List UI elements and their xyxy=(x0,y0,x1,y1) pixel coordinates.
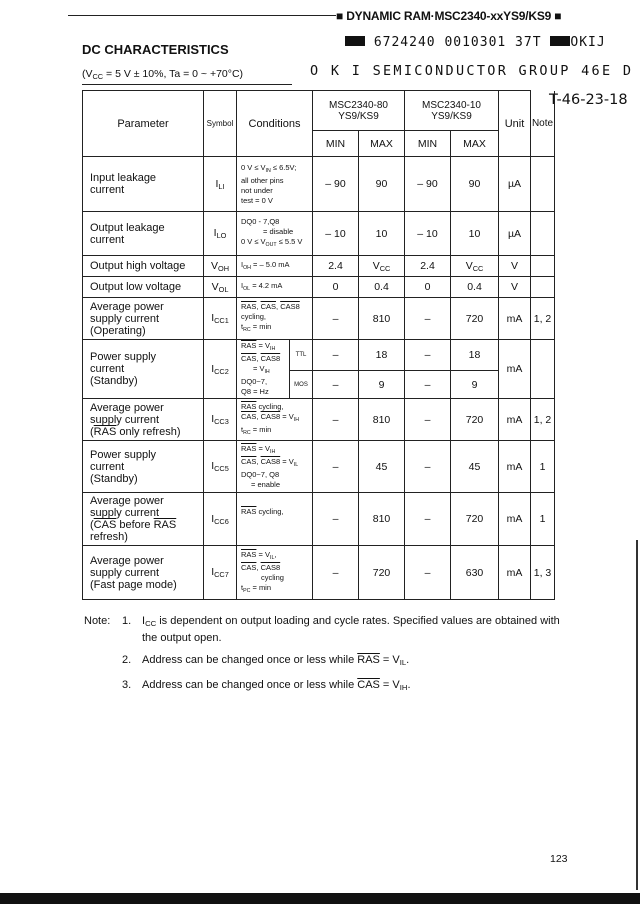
max80-cell: 90 xyxy=(359,157,405,212)
max10-cell: 720 xyxy=(451,399,499,441)
symbol-cell: $I_{CC3}$ xyxy=(204,399,237,441)
table-row xyxy=(83,298,555,340)
block-mark-icon xyxy=(345,36,365,46)
conditions-cell: $\overline{RAS}$ cycling, $\overline{CAS}$, $CAS8 = V_{IH}$ $t_{RC} = \min$ xyxy=(237,399,313,441)
min10-cell: 2.4 xyxy=(405,256,451,277)
note-text: Address can be changed once or less while $\overline{RAS} = V_{IL}$. xyxy=(142,654,410,667)
note-cell: 1, 2 xyxy=(531,298,555,340)
table-row xyxy=(83,546,555,600)
table-row xyxy=(83,493,555,546)
conditions-cell: $\overline{RAS} = V_{IH}$ $\overline{CAS}$, CAS8 = $V_{IH}$ DQ0~7, Q8 = Hz xyxy=(237,340,290,399)
page-number: 123 xyxy=(550,853,568,865)
group-line: O K I SEMICONDUCTOR GROUP 46E D xyxy=(310,63,634,79)
min80-cell: 2.4 xyxy=(313,256,359,277)
unit-cell: µA xyxy=(499,157,531,212)
min80-cell: – xyxy=(313,298,359,340)
table-row xyxy=(83,212,555,256)
parameter-cell: Power supply current (Standby) xyxy=(83,340,204,399)
max80-cell: 810 xyxy=(359,493,405,546)
barcode-line xyxy=(345,35,606,50)
col-min-80: MIN xyxy=(313,131,359,157)
col-max-80: MAX xyxy=(359,131,405,157)
min80-cell: – 10 xyxy=(313,212,359,256)
conditions-cell: $I_{OL} = 4.2$ mA xyxy=(237,277,313,298)
conditions-cell: 0 $V \le V_{IN} \le 6.5V$; all other pins not under test = 0 V xyxy=(237,157,313,212)
conditions-cell: $I_{OH}$ = – 5.0 mA xyxy=(237,256,313,277)
parameter-cell: Output high voltage xyxy=(83,256,204,277)
max80-cell: 720 xyxy=(359,546,405,600)
symbol-cell: $I_{CC2}$ xyxy=(204,340,237,399)
unit-cell: mA xyxy=(499,298,531,340)
note-cell xyxy=(531,157,555,212)
max10-cell: 9 xyxy=(451,371,499,399)
max80-cell: $V_{CC}$ xyxy=(359,256,405,277)
max10-cell: 90 xyxy=(451,157,499,212)
section-title: DC CHARACTERISTICS xyxy=(82,42,229,57)
level-cell-ttl: TTL xyxy=(290,340,313,371)
min80-cell: – xyxy=(313,340,359,371)
unit-cell: mA xyxy=(499,340,531,399)
note-cell xyxy=(531,212,555,256)
min10-cell: – 10 xyxy=(405,212,451,256)
col-max-10: MAX xyxy=(451,131,499,157)
symbol-cell: $I_{CC1}$ xyxy=(204,298,237,340)
conditions-cell: $\overline{RAS}$ cycling, xyxy=(237,493,313,546)
unit-cell: V xyxy=(499,256,531,277)
note-number: 1. xyxy=(122,615,132,627)
note-number: 2. xyxy=(122,654,132,666)
note-item xyxy=(84,653,562,670)
unit-cell: mA xyxy=(499,493,531,546)
max10-cell: 0.4 xyxy=(451,277,499,298)
block-mark-icon xyxy=(550,36,570,46)
parameter-cell: Output leakage current xyxy=(83,212,204,256)
note-cell: 1 xyxy=(531,493,555,546)
table-row xyxy=(83,441,555,493)
conditions-cell: $\overline{RAS}$, $\overline{CAS}$, CAS8 cycling, $t_{RC} = \min$ xyxy=(237,298,313,340)
conditions-cell: $\overline{RAS} = V_{IL}$, $\overline{CAS}$, CAS8 cycling $t_{PC} = \min$ xyxy=(237,546,313,600)
symbol-cell: $V_{OL}$ xyxy=(204,277,237,298)
min80-cell: – xyxy=(313,493,359,546)
min10-cell: – xyxy=(405,371,451,399)
max80-cell: 45 xyxy=(359,441,405,493)
conditions-cell: DQ0 - 7,Q8 = disable 0 $V \le V_{OUT} \le 5.5$ V xyxy=(237,212,313,256)
note-cell: 1 xyxy=(531,441,555,493)
unit-cell: V xyxy=(499,277,531,298)
max10-cell: $V_{CC}$ xyxy=(451,256,499,277)
col-symbol: Symbol xyxy=(204,91,237,157)
min80-cell: – xyxy=(313,371,359,399)
parameter-cell: Average power supply current (Operating) xyxy=(83,298,204,340)
parameter-cell: Input leakage current xyxy=(83,157,204,212)
min10-cell: – xyxy=(405,493,451,546)
symbol-cell: $I_{CC6}$ xyxy=(204,493,237,546)
col-unit: Unit xyxy=(499,91,531,157)
code-suffix: OKIJ xyxy=(570,35,606,50)
max10-cell: 18 xyxy=(451,340,499,371)
unit-cell: mA xyxy=(499,546,531,600)
parameter-cell: Average power supply current ($\overline{RAS}$ only refresh) xyxy=(83,399,204,441)
col-conditions: Conditions xyxy=(237,91,313,157)
col-note: Note xyxy=(531,91,555,157)
notes-section xyxy=(84,614,562,703)
col-grade-10: MSC2340-10 YS9/KS9 xyxy=(405,91,499,131)
parameter-cell: Power supply current (Standby) xyxy=(83,441,204,493)
max10-cell: 10 xyxy=(451,212,499,256)
header-row xyxy=(83,91,555,131)
note-number: 3. xyxy=(122,679,132,691)
max80-cell: 9 xyxy=(359,371,405,399)
conditions-cell: $\overline{RAS} = V_{IH}$ $\overline{CAS}$, $CAS8 = V_{IL}$ DQ0~7, Q8 = enable xyxy=(237,441,313,493)
notes-label: Note: xyxy=(84,615,111,627)
max10-cell: 45 xyxy=(451,441,499,493)
dc-characteristics-table xyxy=(82,90,555,600)
max80-cell: 10 xyxy=(359,212,405,256)
col-min-10: MIN xyxy=(405,131,451,157)
min10-cell: – xyxy=(405,546,451,600)
note-cell: 1, 2 xyxy=(531,399,555,441)
col-parameter: Parameter xyxy=(83,91,204,157)
min10-cell: – xyxy=(405,441,451,493)
header-rule xyxy=(68,15,336,16)
min80-cell: – 90 xyxy=(313,157,359,212)
table-row xyxy=(83,399,555,441)
section-conditions: ($V_{CC} = 5$ V ± 10%, Ta = 0 ~ +70°C) xyxy=(82,68,244,81)
section-rule xyxy=(82,84,292,85)
note-cell xyxy=(531,277,555,298)
symbol-cell: $I_{LO}$ xyxy=(204,212,237,256)
note-text: Address can be changed once or less while $\overline{CAS} = V_{IH}$. xyxy=(142,679,411,692)
symbol-cell: $I_{CC5}$ xyxy=(204,441,237,493)
max80-cell: 810 xyxy=(359,399,405,441)
unit-cell: mA xyxy=(499,399,531,441)
min10-cell: – xyxy=(405,399,451,441)
max10-cell: 720 xyxy=(451,493,499,546)
min80-cell: 0 xyxy=(313,277,359,298)
table-row xyxy=(83,277,555,298)
min80-cell: – xyxy=(313,546,359,600)
max10-cell: 630 xyxy=(451,546,499,600)
max80-cell: 0.4 xyxy=(359,277,405,298)
symbol-cell: $V_{OH}$ xyxy=(204,256,237,277)
level-cell-mos: MOS xyxy=(290,371,313,399)
parameter-cell: Average power supply current (Fast page mode) xyxy=(83,546,204,600)
symbol-cell: $I_{CC7}$ xyxy=(204,546,237,600)
series-title-text: DYNAMIC RAM·MSC2340-xxYS9/KS9 xyxy=(346,9,552,23)
max80-cell: 810 xyxy=(359,298,405,340)
note-item xyxy=(84,678,562,695)
scan-bottom-bar xyxy=(0,893,640,904)
scan-edge xyxy=(636,540,638,890)
table-row xyxy=(83,157,555,212)
min80-cell: – xyxy=(313,441,359,493)
table-row xyxy=(83,256,555,277)
table-row xyxy=(83,340,555,371)
min10-cell: – xyxy=(405,298,451,340)
unit-cell: mA xyxy=(499,441,531,493)
min10-cell: 0 xyxy=(405,277,451,298)
note-text: $I_{CC}$ is dependent on output loading and cycle rates. Specified values are obtained with the output open. xyxy=(142,615,560,644)
symbol-cell: $I_{LI}$ xyxy=(204,157,237,212)
max10-cell: 720 xyxy=(451,298,499,340)
note-item xyxy=(84,614,562,645)
min80-cell: – xyxy=(313,399,359,441)
unit-cell: µA xyxy=(499,212,531,256)
code-number: 6724240 0010301 37T xyxy=(373,35,542,50)
part-reference: T-46-23-18 xyxy=(549,92,628,108)
series-title: ■ DYNAMIC RAM·MSC2340-xxYS9/KS9 ■ xyxy=(336,9,562,23)
parameter-cell: Average power supply current ($\overline{CAS}$ before $\overline{RAS}$ refresh) xyxy=(83,493,204,546)
max80-cell: 18 xyxy=(359,340,405,371)
min10-cell: – 90 xyxy=(405,157,451,212)
min10-cell: – xyxy=(405,340,451,371)
col-grade-80: MSC2340-80 YS9/KS9 xyxy=(313,91,405,131)
note-cell: 1, 3 xyxy=(531,546,555,600)
note-cell xyxy=(531,256,555,277)
parameter-cell: Output low voltage xyxy=(83,277,204,298)
note-cell xyxy=(531,340,555,399)
